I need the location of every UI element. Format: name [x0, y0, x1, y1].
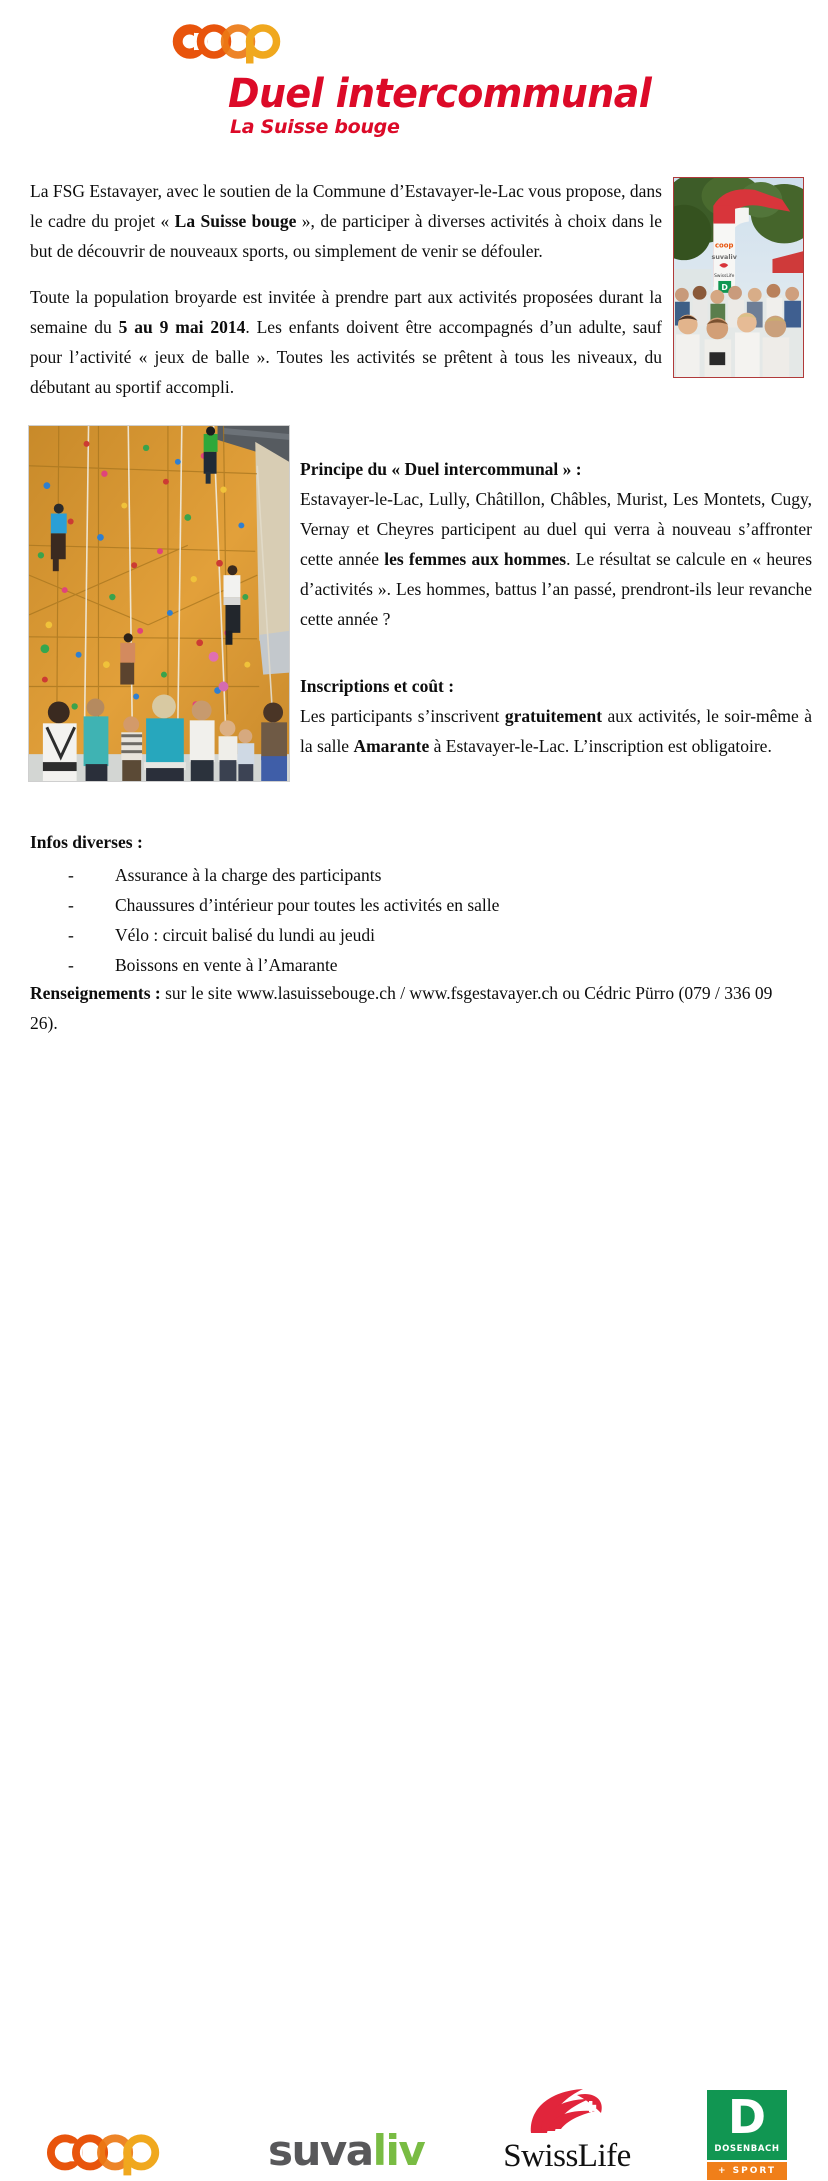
renseignements-text: sur le site www.lasuissebouge.ch / www.fsgestavayer.ch ou Cédric Pürro (079 / 336 09 26).: [30, 983, 773, 1033]
intro-p1-part-a: La FSG Estavayer, avec le soutien de la Commune d’Estavayer-le-Lac vous propose, dans le cadre du projet «: [30, 181, 662, 231]
svg-text:D: D: [721, 282, 728, 292]
photo-running-event: [673, 177, 804, 378]
page-title: Duel intercommunal: [228, 69, 652, 117]
swisslife-swoosh-icon: [497, 2089, 637, 2137]
list-item-label: Boissons en vente à l’Amarante: [115, 955, 338, 975]
list-item-label: Chaussures d’intérieur pour toutes les activités en salle: [115, 895, 500, 915]
infos-list: [30, 860, 630, 980]
photo-climbing-wall: [28, 425, 290, 782]
list-item: [30, 860, 630, 890]
intro-p1-bold: La Suisse bouge: [174, 211, 297, 231]
inscriptions-part-b: aux activités, le soir-même à la salle: [300, 706, 812, 756]
inscriptions-part-a: Les participants s’inscrivent: [300, 706, 505, 726]
list-item-label: Assurance à la charge des participants: [115, 865, 382, 885]
intro-p2-part-a: Toute la population broyarde est invitée à prendre part aux activités proposées durant la semaine du: [30, 287, 662, 337]
dosenbach-name-text: DOSENBACH: [714, 2144, 780, 2154]
infos-heading: Infos diverses :: [30, 832, 143, 852]
principe-heading: Principe du « Duel intercommunal » :: [300, 459, 582, 479]
principe-part-a: Estavayer-le-Lac, Lully, Châtillon, Châbles, Murist, Les Montets, Cugy, Vernay et Cheyres participent au duel qui verra à nouveau s’affronter cette année: [300, 489, 812, 569]
swisslife-wordmark: SwissLife: [503, 2138, 631, 2174]
intro-p2-part-b: . Les enfants doivent être accompagnés d’un adulte, sauf pour l’activité « jeux de balle ». Toutes les activités se prêtent à tous les niveaux, du débutant au sportif accompli.: [30, 317, 662, 397]
principe-inscriptions-column: [300, 455, 812, 761]
dosenbach-sport-bar: + SPORT: [707, 2162, 787, 2180]
poster-header: [0, 0, 828, 150]
svg-text:suvaliv: suvaliv: [711, 253, 737, 262]
svg-text:coop: coop: [714, 241, 734, 250]
renseignements-label: Renseignements :: [30, 983, 161, 1003]
renseignements-section: [30, 978, 800, 1038]
principe-part-b: . Le résultat se calcule en « heures d’activités ». Les hommes, battus l’an passé, prendront-ils leur revanche cette année ?: [300, 549, 813, 629]
intro-p1-part-b: », de participer à diverses activités à choix dans le but de découvrir de nouveaux sports, ou simplement de venir se défouler.: [30, 211, 663, 261]
title-block: [228, 69, 652, 138]
section-spacer: [300, 650, 812, 672]
inscriptions-part-c: à Estavayer-le-Lac. L’inscription est obligatoire.: [429, 736, 772, 756]
dosenbach-d-letter: D: [727, 2090, 767, 2144]
inscriptions-paragraph: [300, 701, 812, 761]
list-item: [30, 950, 630, 980]
intro-paragraph-2: [30, 282, 662, 402]
dash-bullet: -: [68, 925, 74, 945]
principe-bold: les femmes aux hommes: [384, 549, 567, 569]
dash-bullet: -: [68, 895, 74, 915]
list-item: [30, 890, 630, 920]
inscriptions-heading: Inscriptions et coût :: [300, 676, 455, 696]
list-item-label: Vélo : circuit balisé du lundi au jeudi: [115, 925, 376, 945]
intro-p2-bold-dates: 5 au 9 mai 2014: [118, 317, 246, 337]
dosenbach-green-box: [707, 2090, 787, 2160]
coop-logo-footer: [42, 2130, 184, 2178]
principe-paragraph: [300, 484, 812, 634]
suvaliv-liv-text: liv: [372, 2126, 425, 2175]
footer-sponsor-logos: [0, 1040, 828, 2176]
dosenbach-logo: [707, 2090, 787, 2180]
swisslife-logo: [497, 2089, 637, 2181]
dash-bullet: -: [68, 955, 74, 975]
infos-diverses-section: [30, 828, 630, 980]
suvaliv-logo: [268, 2128, 424, 2174]
intro-paragraph-1: [30, 176, 662, 266]
inscriptions-bold-gratuitement: gratuitement: [504, 706, 603, 726]
coop-logo-header: [168, 20, 304, 66]
svg-text:SwissLife: SwissLife: [714, 273, 735, 280]
inscriptions-bold-amarante: Amarante: [353, 736, 430, 756]
list-item: [30, 920, 630, 950]
intro-text-column: [30, 176, 662, 402]
suvaliv-suva-text: suva: [268, 2126, 373, 2175]
dash-bullet: -: [68, 865, 74, 885]
page-subtitle: La Suisse bouge: [230, 116, 400, 138]
